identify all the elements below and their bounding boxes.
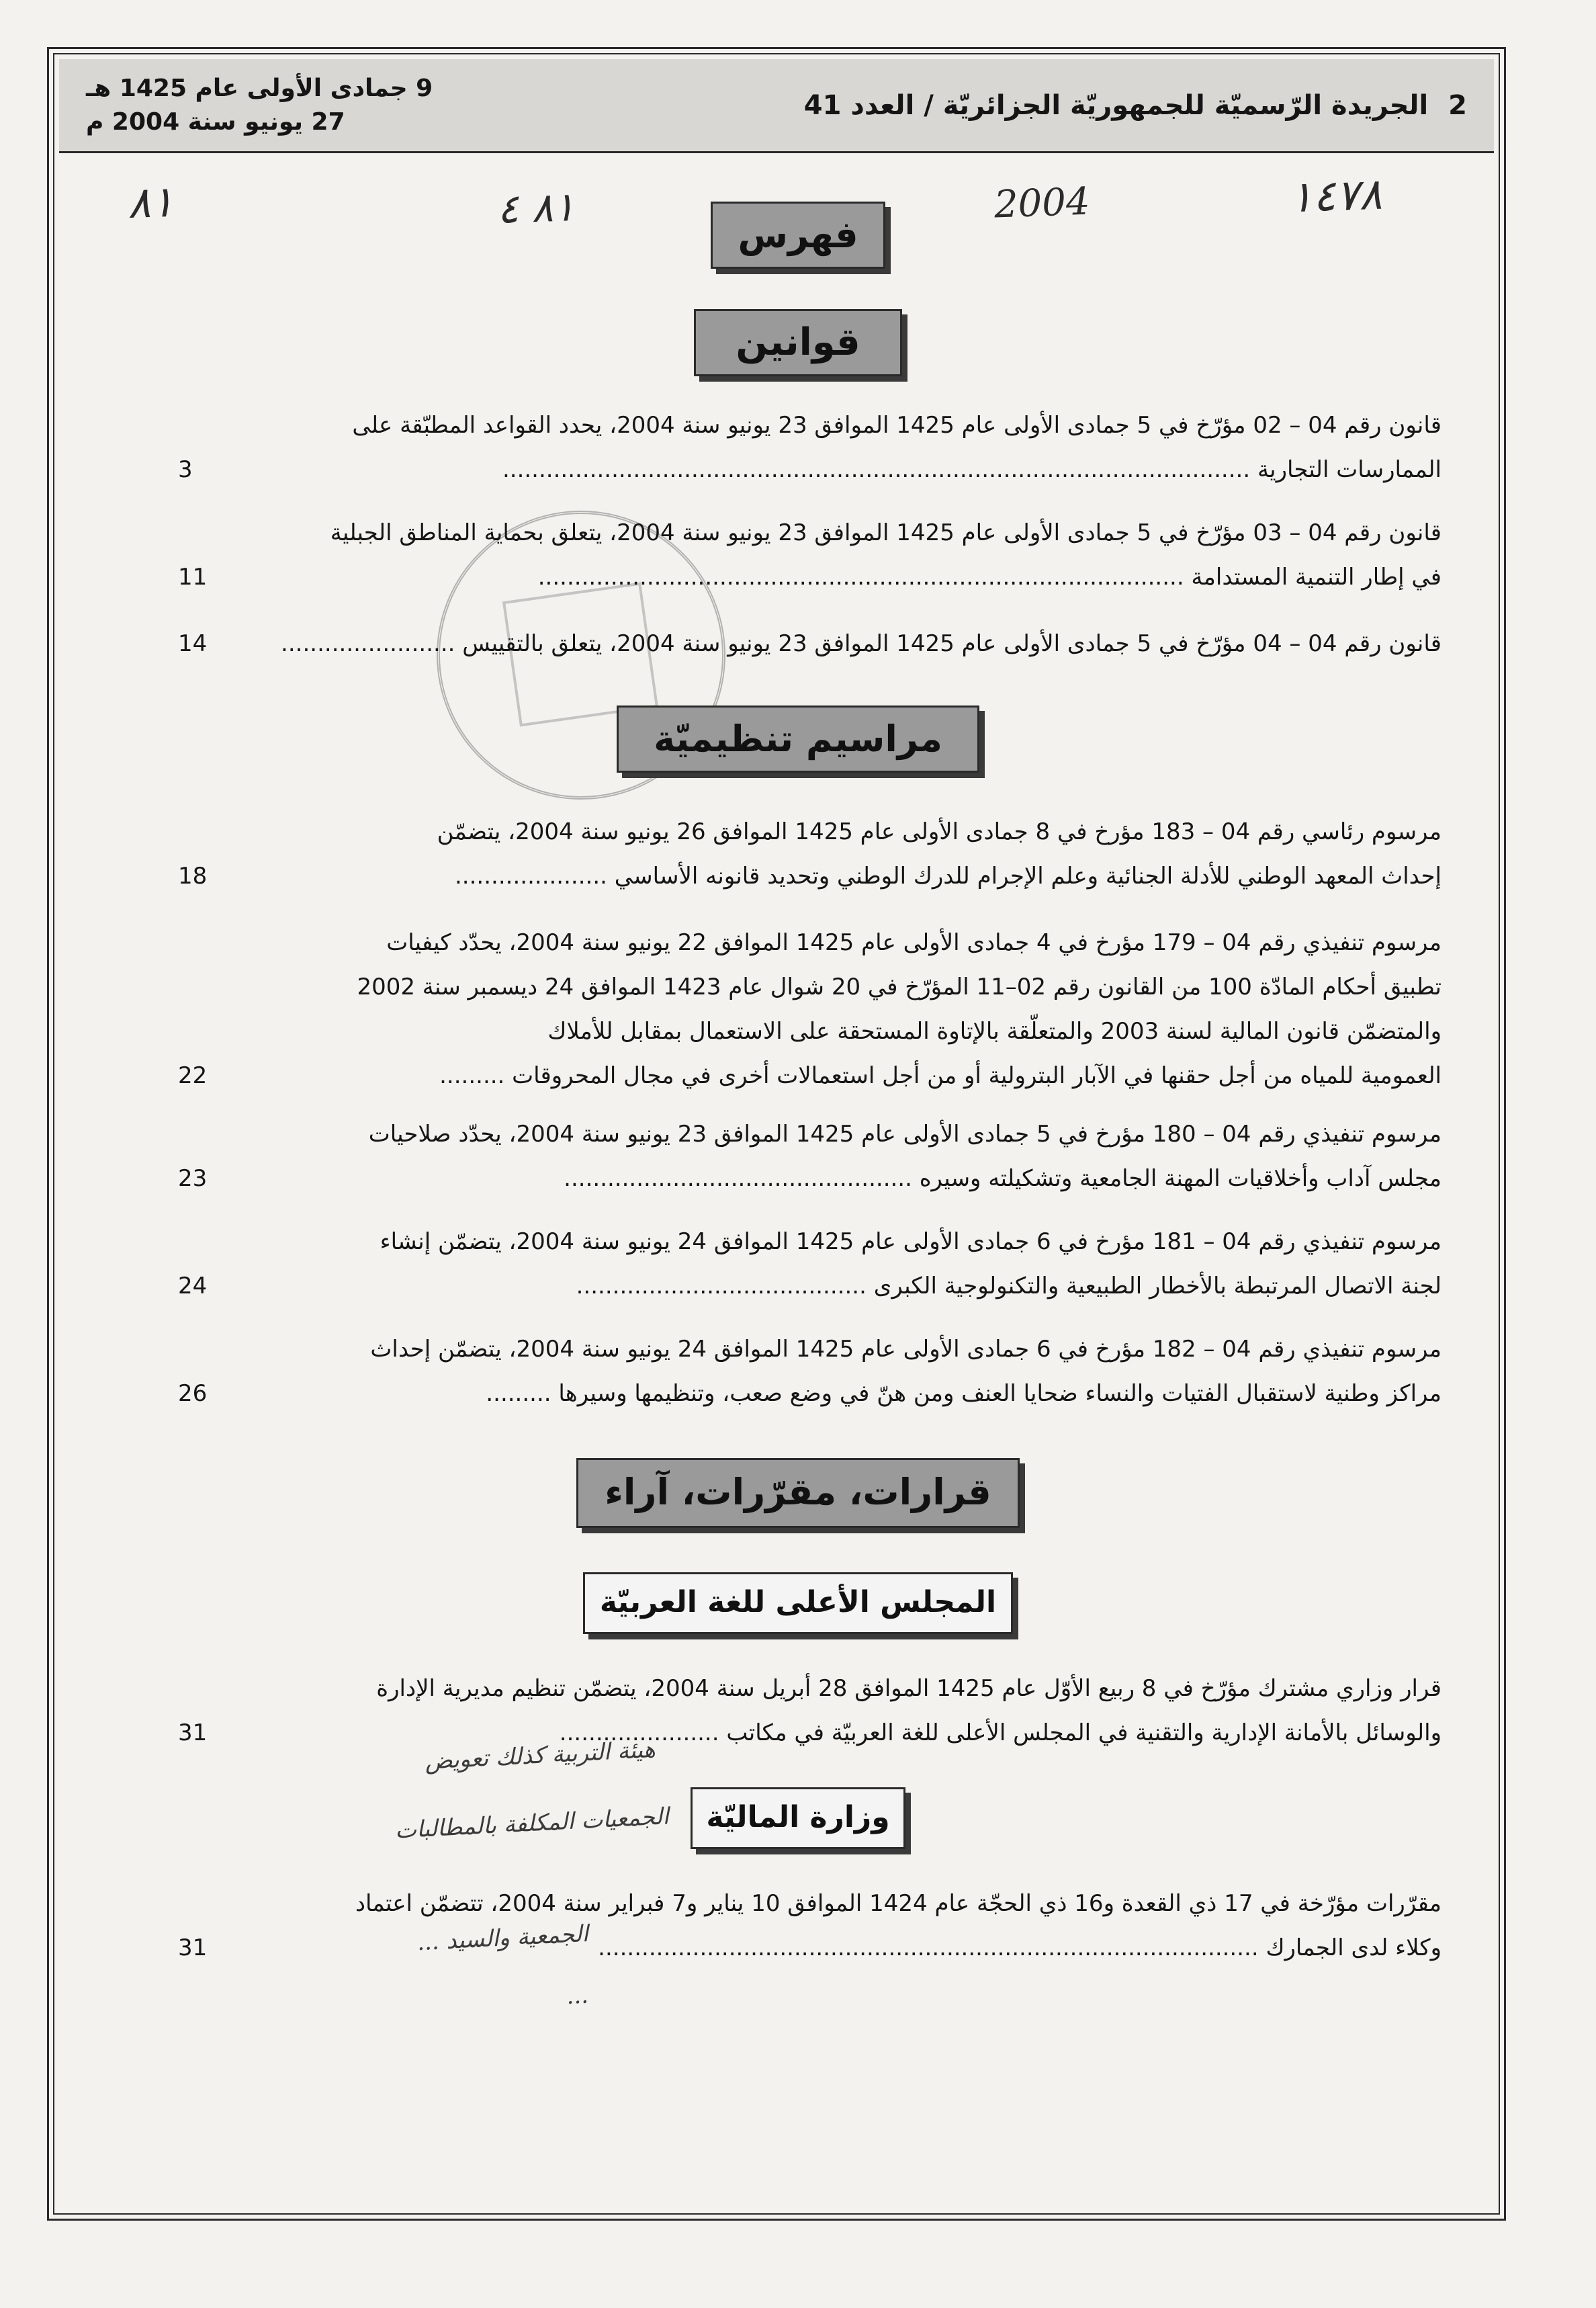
toc-page-number: 18 <box>178 863 208 890</box>
toc-entry: مرسوم تنفيذي رقم 04 – 182 مؤرخ في 6 جمادى الأولى عام 1425 الموافق 24 يونيو سنة 2004، يتضمّن إحداث مراكز وطنية لاستقبال الفتيات والنساء ضحايا العنف ومن هنّ في وضع صعب، وتنظيمها وسيرها ......... <box>370 1336 1442 1407</box>
section-heading-decrees: مراسيم تنظيميّة <box>617 706 979 773</box>
toc-entry: مرسوم تنفيذي رقم 04 – 179 مؤرخ في 4 جمادى الأولى عام 1425 الموافق 22 يونيو سنة 2004، يحدّد كيفيات تطبيق أحكام المادّة 100 من القانون رقم 02–11 المؤرّخ في 20 شوال عام 1423 الموافق 24 ديسمبر سنة 2002 والمتضمّن قانون المالية لسنة 2003 والمتعلّقة بالإتاوة المستحقة على الاستعمال بمقابل للأملاك العمومية للمياه من أجل حقنها في الآبار البترولية أو من أجل استعمالات أخرى في مجال المحروقات ......... <box>357 929 1442 1089</box>
toc-entry: قانون رقم 04 – 02 مؤرّخ في 5 جمادى الأولى عام 1425 الموافق 23 يونيو سنة 2004، يحدد القواعد المطبّقة على الممارسات التجارية ....................................................................................................... <box>352 412 1442 483</box>
toc-page-number: 11 <box>178 564 208 591</box>
toc-entry: مرسوم رئاسي رقم 04 – 183 مؤرخ في 8 جمادى الأولى عام 1425 الموافق 26 يونيو سنة 2004، يتضمّن إحداث المعهد الوطني للأدلة الجنائية وعلم الإجرام للدرك الوطني وتحديد قانونه الأساسي ..................... <box>437 818 1442 890</box>
toc-page-number: 23 <box>178 1165 208 1192</box>
toc-page-number: 3 <box>178 456 193 483</box>
handwritten-year: 2004 <box>993 179 1091 227</box>
toc-title-banner <box>711 202 885 269</box>
handwritten-number-mid: ٨١ ٤ <box>496 183 576 233</box>
gregorian-date: 27 يونيو سنة 2004 م <box>86 108 345 136</box>
toc-page-number: 26 <box>178 1380 208 1407</box>
toc-page-number: 22 <box>178 1062 208 1089</box>
subsection-heading-arabic-council: المجلس الأعلى للغة العربيّة <box>583 1572 1013 1634</box>
toc-entry: مرسوم تنفيذي رقم 04 – 180 مؤرخ في 5 جمادى الأولى عام 1425 الموافق 23 يونيو سنة 2004، يحدّد صلاحيات مجلس آداب وأخلاقيات المهنة الجامعية وتشكيلته وسيره ................................................ <box>368 1121 1442 1192</box>
toc-page-number: 24 <box>178 1273 208 1299</box>
handwritten-number-left: ٨١ <box>126 177 175 229</box>
toc-title: فهرس <box>738 214 858 256</box>
handwritten-note: الجمعيات المكلفة بالمطالبات <box>394 1803 670 1844</box>
issue-dates <box>86 72 433 139</box>
toc-entry: مرسوم تنفيذي رقم 04 – 181 مؤرخ في 6 جمادى الأولى عام 1425 الموافق 24 يونيو سنة 2004، يتضمّن إنشاء لجنة الاتصال المرتبطة بالأخطار الطبيعية والتكنولوجية الكبرى ........................................ <box>380 1228 1442 1299</box>
handwritten-note: هيئة التربية كذلك تعويض <box>424 1736 656 1775</box>
section-heading-laws: قوانين <box>694 309 902 376</box>
subsection-heading-finance-ministry: وزارة الماليّة <box>691 1787 905 1849</box>
page-header <box>59 59 1494 153</box>
toc-entry: مقرّرات مؤرّخة في 17 ذي القعدة و16 ذي الحجّة عام 1424 الموافق 10 يناير و7 فبراير سنة 2004، تتضمّن اعتماد وكلاء لدى الجمارك ........................................................................................... <box>355 1890 1442 1961</box>
page-number: 2 <box>1448 89 1467 121</box>
section-heading-decisions: قرارات، مقرّرات، آراء <box>576 1458 1020 1528</box>
handwritten-note: الجمعية والسيد ... <box>416 1920 589 1957</box>
handwritten-number-right: ١٤٧٨ <box>1288 169 1383 223</box>
toc-entry: قانون رقم 04 – 04 مؤرّخ في 5 جمادى الأولى عام 1425 الموافق 23 يونيو سنة 2004، يتعلق بالتقييس ........................ <box>281 630 1442 657</box>
hijri-date: 9 جمادى الأولى عام 1425 هـ <box>86 74 433 102</box>
gazette-title: الجريدة الرّسميّة للجمهوريّة الجزائريّة / العدد 41 <box>803 89 1429 121</box>
handwritten-note: ... <box>566 1981 589 2010</box>
toc-page-number: 14 <box>178 630 208 657</box>
toc-page-number: 31 <box>178 1934 208 1961</box>
toc-page-number: 31 <box>178 1719 208 1746</box>
toc-entry: قرار وزاري مشترك مؤرّخ في 8 ربيع الأوّل عام 1425 الموافق 28 أبريل سنة 2004، يتضمّن تنظيم مديرية الإدارة والوسائل بالأمانة الإدارية والتقنية في المجلس الأعلى للغة العربيّة في مكاتب ...................... <box>376 1675 1442 1746</box>
toc-entry: قانون رقم 04 – 03 مؤرّخ في 5 جمادى الأولى عام 1425 الموافق 23 يونيو سنة 2004، يتعلق بحماية المناطق الجبلية في إطار التنمية المستدامة ......................................................................................... <box>330 519 1442 591</box>
